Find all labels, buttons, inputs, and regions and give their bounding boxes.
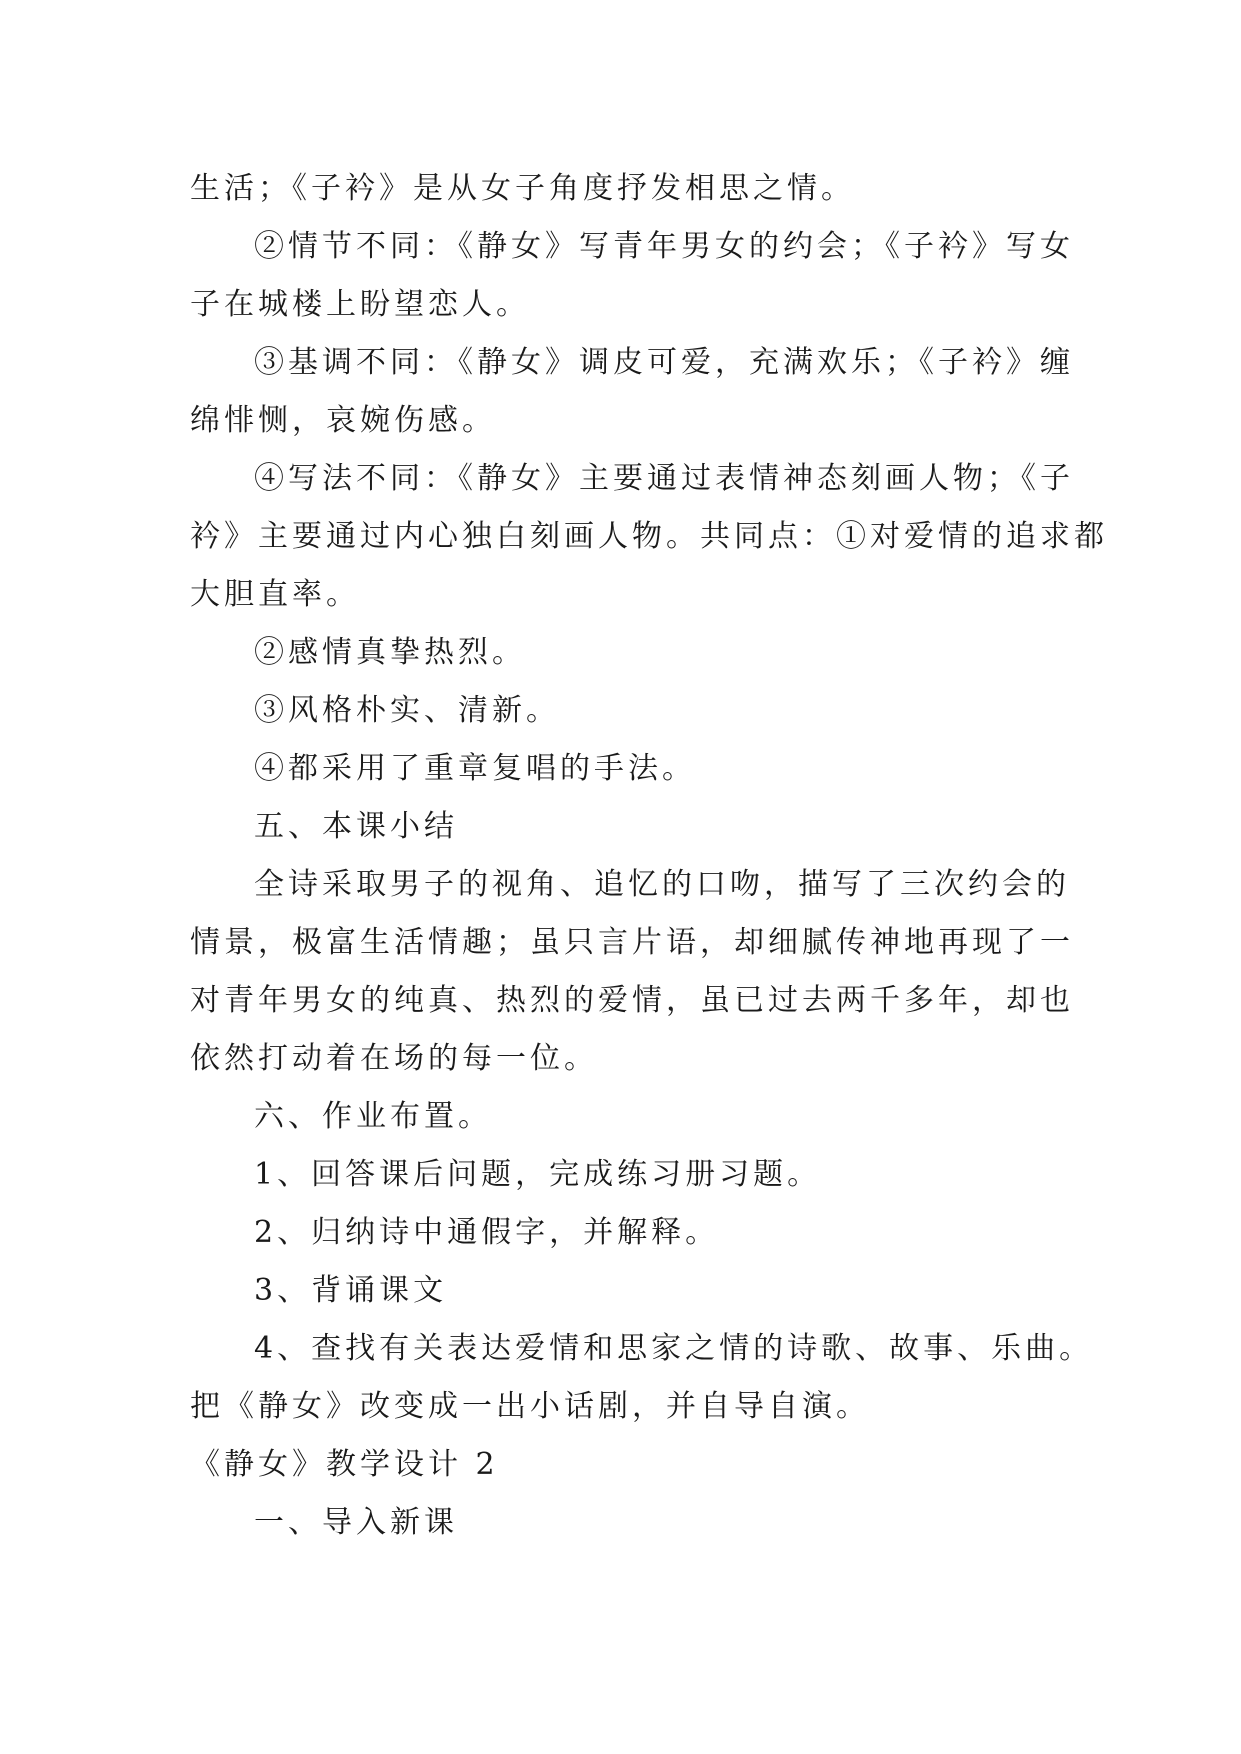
section-heading: 六、作业布置。 [254, 1099, 492, 1134]
paragraph-line: 对青年男女的纯真、热烈的爱情，虽已过去两千多年，却也 [190, 983, 1074, 1018]
paragraph-line: ③风格朴实、清新。 [254, 693, 560, 728]
paragraph-line: 全诗采取男子的视角、追忆的口吻，描写了三次约会的 [254, 867, 1070, 902]
paragraph-line: ③基调不同：《静女》调皮可爱，充满欢乐；《子衿》缠 [254, 345, 1074, 380]
paragraph-line: 情景，极富生活情趣；虽只言片语，却细腻传神地再现了一 [190, 925, 1074, 960]
list-item: 3、背诵课文 [254, 1273, 448, 1308]
document-title: 《静女》教学设计 2 [190, 1447, 499, 1482]
paragraph-line: 把《静女》改变成一出小话剧，并自导自演。 [190, 1389, 870, 1424]
section-heading: 一、导入新课 [254, 1505, 458, 1540]
paragraph-line: ②情节不同：《静女》写青年男女的约会；《子衿》写女 [254, 229, 1074, 264]
section-heading: 五、本课小结 [254, 809, 458, 844]
paragraph-line: ②感情真挚热烈。 [254, 635, 526, 670]
paragraph-line: 依然打动着在场的每一位。 [190, 1041, 598, 1076]
list-item: 1、回答课后问题，完成练习册习题。 [254, 1157, 822, 1192]
list-item: 4、查找有关表达爱情和思家之情的诗歌、故事、乐曲。 [254, 1331, 1094, 1366]
paragraph-line: 衿》主要通过内心独白刻画人物。共同点：①对爱情的追求都 [190, 519, 1108, 554]
paragraph-line: ④写法不同：《静女》主要通过表情神态刻画人物；《子 [254, 461, 1074, 496]
document-body [190, 160, 1108, 1552]
paragraph-line: 大胆直率。 [190, 577, 360, 612]
paragraph-line: 生活；《子衿》是从女子角度抒发相思之情。 [190, 171, 855, 206]
list-item: 2、归纳诗中通假字，并解释。 [254, 1215, 720, 1250]
paragraph-line: 子在城楼上盼望恋人。 [190, 287, 530, 322]
paragraph-line: 绵悱恻，哀婉伤感。 [190, 403, 496, 438]
paragraph-line: ④都采用了重章复唱的手法。 [254, 751, 696, 786]
